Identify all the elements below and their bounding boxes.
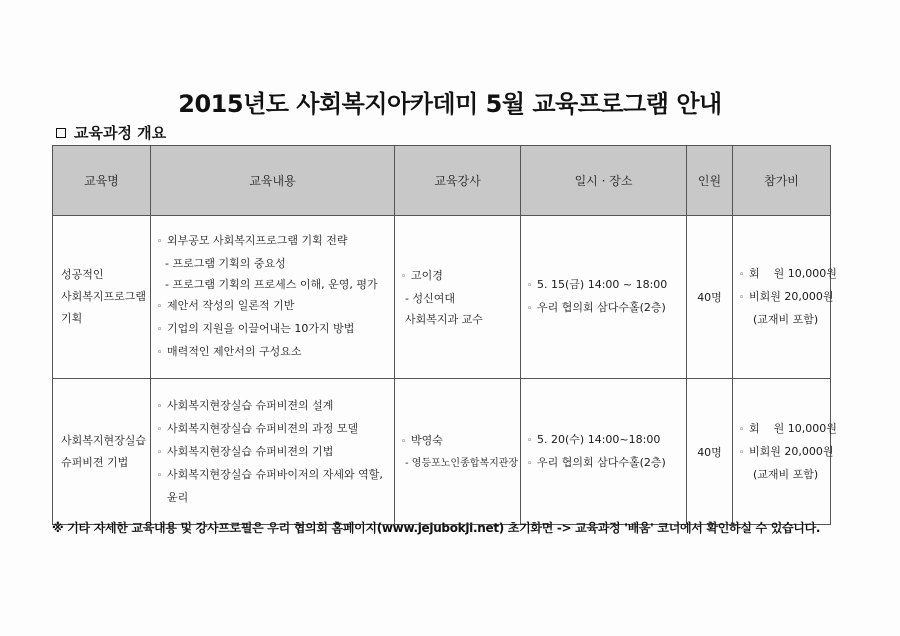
fee-nonmember: ◦ 비회원 20,000원 [739,286,830,309]
instructor-name: ◦ 고이경 [401,265,520,288]
bullet-icon: ◦ [157,325,163,335]
fee-nonmember: ◦ 비회원 20,000원 [739,441,830,464]
location-line: ◦ 우리 협의회 삼다수홀(2층) [527,297,686,320]
course-content [151,216,395,379]
table-row [53,216,831,379]
course-fee [733,379,837,525]
course-name [53,216,151,379]
datetime-line: ◦ 5. 20(수) 14:00~18:00 [527,429,686,452]
content-item-continued: 윤리 [167,491,189,504]
course-people: 40명 [687,216,733,379]
content-item: ◦ 사회복지현장실습 슈퍼비젼의 과정 모델 [157,418,388,441]
content-item: ◦ 사회복지현장실습 슈퍼바이저의 자세와 역할, [157,464,388,487]
course-name-line: 성공적인 [61,268,104,281]
course-name-line: 사회복지현장실습 [61,433,147,447]
fee-member: ◦ 회 원 10,000원 [739,263,830,286]
bullet-icon: ◦ [157,402,163,412]
content-item: ◦ 매력적인 제안서의 구성요소 [157,341,388,364]
bullet-icon: ◦ [401,436,407,447]
section-heading [56,122,166,143]
instructor-detail: - 성신여대 [405,291,455,305]
course-name-line: 슈퍼비젼 기법 [61,455,129,469]
course-instructor [395,216,521,379]
location-line: ◦ 우리 협의회 삼다수홀(2층) [527,452,686,475]
table-header-row [53,146,831,216]
course-table [52,145,837,525]
page-title: 2015년도 사회복지아카데미 5월 교육프로그램 안내 [178,90,722,118]
bullet-icon: ◦ [739,293,745,303]
content-item: ◦ 사회복지현장실습 슈퍼비젼의 설계 [157,395,388,418]
instructor-detail: 사회복지과 교수 [405,312,483,326]
instructor-detail: - 영등포노인종합복지관장 [405,457,519,469]
bullet-icon: ◦ [157,348,163,358]
header-people: 인원 [687,146,733,216]
bullet-icon: ◦ [157,302,163,312]
bullet-icon: ◦ [157,237,163,247]
bullet-icon: ◦ [739,424,745,435]
course-name [53,379,151,525]
bullet-icon: ◦ [401,271,407,282]
header-instructor: 교육강사 [395,146,521,216]
course-datetime [521,216,687,379]
header-fee: 참가비 [733,146,831,216]
bullet-icon: ◦ [527,458,533,469]
course-people: 40명 [687,379,733,525]
table-row [53,379,831,525]
content-subitem: - 프로그램 기획의 프로세스 이해, 운영, 평가 [165,278,378,291]
content-item: ◦ 기업의 지원을 이끌어내는 10가지 방법 [157,318,388,341]
instructor-name: ◦ 박영숙 [401,430,520,453]
footnote: ※ 기타 자세한 교육내용 및 강사프로필은 우리 협의회 홈페이지(www.jejubokji.net) 초기화면 -> 교육과정 '배움' 코너에서 확인하실 수 있습니다. [52,521,821,535]
fee-note: (교재비 포함) [753,467,819,481]
course-datetime [521,379,687,525]
header-datetime: 일시 · 장소 [521,146,687,216]
fee-note: (교재비 포함) [753,313,819,326]
course-name-line: 사회복지프로그램 [61,290,147,303]
course-instructor [395,379,521,525]
content-subitem: - 프로그램 기획의 중요성 [165,257,286,270]
fee-member: ◦ 회 원 10,000원 [739,418,830,441]
section-heading-label: 교육과정 개요 [74,124,167,142]
course-content [151,379,395,525]
bullet-icon: ◦ [527,435,533,446]
bullet-icon: ◦ [157,448,163,458]
checkbox-square-icon [56,128,66,138]
bullet-icon: ◦ [157,471,163,481]
bullet-icon: ◦ [527,304,533,314]
content-item: ◦ 외부공모 사회복지프로그램 기획 전략 [157,230,388,253]
course-name-line: 기획 [61,312,83,325]
course-fee [733,216,837,379]
bullet-icon: ◦ [739,447,745,458]
bullet-icon: ◦ [527,281,533,291]
datetime-line: ◦ 5. 15(금) 14:00 ~ 18:00 [527,274,686,297]
header-name: 교육명 [53,146,151,216]
header-content: 교육내용 [151,146,395,216]
content-item: ◦ 사회복지현장실습 슈퍼비젼의 기법 [157,441,388,464]
bullet-icon: ◦ [157,425,163,435]
content-item: ◦ 제안서 작성의 일론적 기반 [157,295,388,318]
bullet-icon: ◦ [739,270,745,280]
